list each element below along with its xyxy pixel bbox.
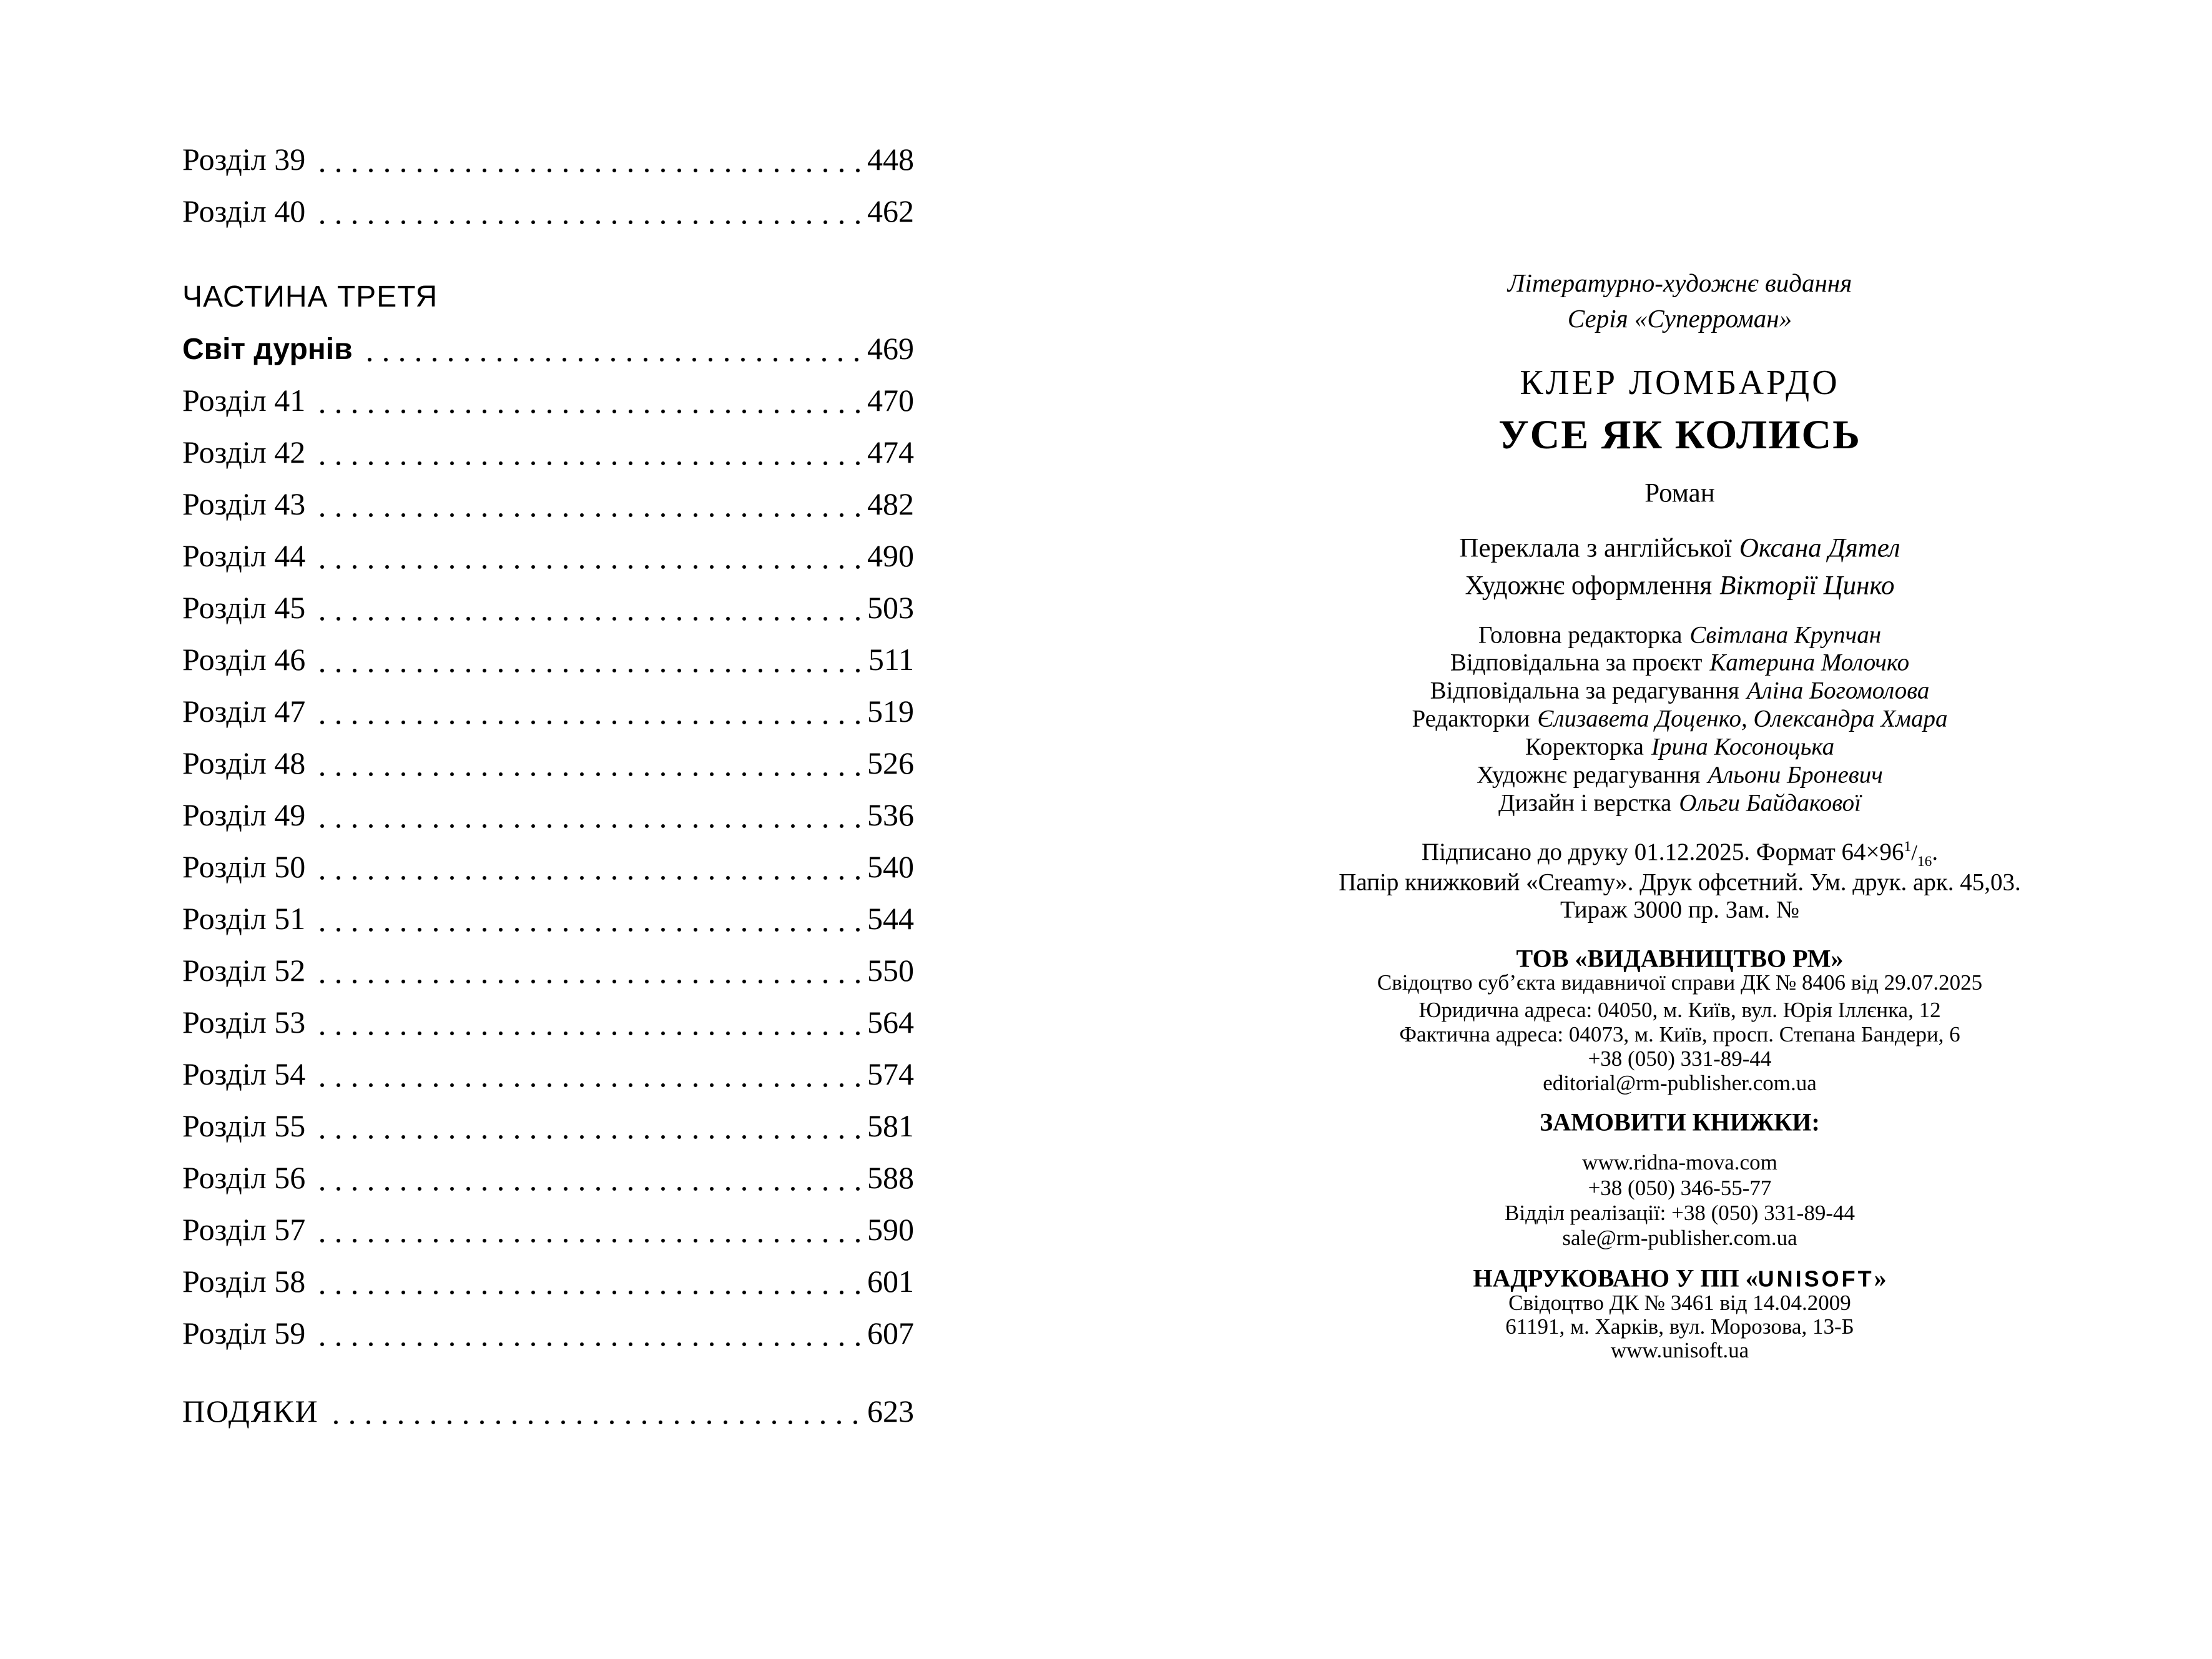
format-denominator: 16 <box>1917 854 1932 870</box>
toc-dot-leader <box>314 927 862 932</box>
toc-row <box>182 634 914 686</box>
toc-entry-label: Розділ 48 <box>182 746 306 780</box>
toc-page-number: 469 <box>867 331 914 366</box>
edition-series-line: Літературно-художнє видання <box>1507 268 1852 297</box>
toc-part-heading <box>182 271 914 323</box>
toc-entry-label: Розділ 46 <box>182 642 306 677</box>
toc-dot-leader <box>314 1290 862 1295</box>
toc-row <box>182 582 914 634</box>
toc-dot-leader <box>314 824 862 829</box>
credit-person-name: Єлизавета Доценко, Олександра Хмара <box>1537 705 1948 732</box>
toc-dot-leader <box>328 1420 862 1425</box>
credit-line <box>1251 789 2109 817</box>
format-prefix: Підписано до друку 01.12.2025. Формат 64×96 <box>1421 839 1904 865</box>
toc-entry-label: ЧАСТИНА ТРЕТЯ <box>182 280 438 313</box>
book-title: УСЕ ЯК КОЛИСЬ <box>1498 412 1861 458</box>
colophon-section-heading: ТОВ «ВИДАВНИЦТВО РМ» <box>1516 944 1844 973</box>
toc-entry-label: Розділ 42 <box>182 435 306 470</box>
toc-page-number: 540 <box>867 849 914 884</box>
toc-page-number: 590 <box>867 1212 914 1247</box>
phone-number: +38 (050) 346-55-77 <box>1588 1176 1772 1200</box>
format-suffix: . <box>1932 839 1939 865</box>
print-format-line <box>1251 838 2109 870</box>
toc-entry-label: Розділ 55 <box>182 1108 306 1143</box>
toc-page-number: 588 <box>867 1160 914 1195</box>
toc-row <box>182 1204 914 1256</box>
toc-row <box>182 323 914 375</box>
publisher-info-line: Фактична адреса: 04073, м. Київ, просп. Степана Бандери, 6 <box>1399 1022 1960 1046</box>
toc-page-number: 581 <box>867 1108 914 1143</box>
toc-page-number: 462 <box>867 194 914 229</box>
toc-entry-label: Розділ 40 <box>182 194 306 229</box>
credit-person-name: Ірина Косоноцька <box>1651 733 1835 761</box>
credit-line <box>1251 533 2109 564</box>
toc-entry-label: Розділ 44 <box>182 538 306 573</box>
toc-page-number: 601 <box>867 1264 914 1299</box>
format-numerator: 1 <box>1904 839 1912 855</box>
toc-row <box>182 375 914 426</box>
credit-role: Коректорка <box>1525 733 1644 761</box>
toc-row <box>182 1386 914 1437</box>
toc-row <box>182 426 914 478</box>
toc-row <box>182 1307 914 1359</box>
toc-row <box>182 1152 914 1204</box>
toc-page-number: 482 <box>867 486 914 521</box>
toc-page-number: 503 <box>867 590 914 625</box>
toc-dot-leader <box>314 1083 862 1088</box>
credit-person-name: Катерина Молочко <box>1709 649 1910 676</box>
toc-row <box>182 686 914 737</box>
toc-page-number: 623 <box>867 1394 914 1429</box>
toc-entry-label: Розділ 41 <box>182 383 306 418</box>
publisher-info-line: Свідоцтво ДК № 3461 від 14.04.2009 <box>1508 1291 1851 1315</box>
toc-entry-label: Розділ 54 <box>182 1056 306 1091</box>
printing-house-brand: UNISOFT <box>1757 1266 1874 1292</box>
format-slash: / <box>1911 840 1917 865</box>
credit-role: Художнє оформлення <box>1465 571 1713 601</box>
toc-page-number: 474 <box>867 435 914 470</box>
url-text: www.ridna-mova.com <box>1582 1150 1777 1174</box>
credit-line <box>1251 705 2109 733</box>
toc-page-number: 564 <box>867 1005 914 1040</box>
credit-role: Головна редакторка <box>1478 621 1683 649</box>
toc-page-number: 511 <box>868 642 914 677</box>
credit-role: Переклала з англійської <box>1459 533 1732 563</box>
publisher-info-line: 61191, м. Харків, вул. Морозова, 13-Б <box>1505 1314 1854 1339</box>
toc-page-number: 448 <box>867 142 914 177</box>
toc-row <box>182 1100 914 1152</box>
toc-dot-leader <box>314 1031 862 1036</box>
toc-dot-leader <box>314 564 862 569</box>
credit-line <box>1251 677 2109 705</box>
credit-role: Дизайн і верстка <box>1498 789 1672 817</box>
colophon-section-heading: ЗАМОВИТИ КНИЖКИ: <box>1540 1108 1820 1136</box>
toc-dot-leader <box>361 357 862 362</box>
toc-dot-leader <box>314 1342 862 1347</box>
printing-house-line <box>1251 1264 2109 1293</box>
toc-dot-leader <box>314 1238 862 1243</box>
toc-entry-label: Розділ 57 <box>182 1212 306 1247</box>
url-text: www.unisoft.ua <box>1610 1338 1749 1362</box>
credit-line <box>1251 621 2109 649</box>
toc-page-number: 544 <box>867 901 914 936</box>
toc-entry-label: Розділ 58 <box>182 1264 306 1299</box>
credit-role: Відповідальна за редагування <box>1430 677 1739 704</box>
toc-row <box>182 1048 914 1100</box>
toc-dot-leader <box>314 616 862 621</box>
credit-role: Редакторки <box>1412 705 1530 732</box>
toc-row <box>182 134 914 185</box>
toc-page-number: 536 <box>867 797 914 832</box>
toc-dot-leader <box>314 409 862 414</box>
credit-role: Відповідальна за проєкт <box>1450 649 1703 676</box>
toc-dot-leader <box>314 720 862 725</box>
toc-dot-leader <box>314 772 862 777</box>
toc-dot-leader <box>314 220 862 225</box>
toc-row <box>182 789 914 841</box>
toc-dot-leader <box>314 1186 862 1191</box>
toc-entry-label: Розділ 43 <box>182 486 306 521</box>
email-text: sale@rm-publisher.com.ua <box>1562 1226 1797 1250</box>
toc-row <box>182 737 914 789</box>
toc-row <box>182 185 914 237</box>
toc-page-number: 550 <box>867 953 914 988</box>
toc-entry-label: Розділ 53 <box>182 1005 306 1040</box>
toc-entry-label: Розділ 52 <box>182 953 306 988</box>
toc-dot-leader <box>314 875 862 880</box>
toc-dot-leader <box>314 461 862 466</box>
toc-entry-label: Розділ 39 <box>182 142 306 177</box>
toc-page-number: 607 <box>867 1316 914 1351</box>
toc-dot-leader <box>314 168 862 173</box>
publisher-info-line: Юридична адреса: 04050, м. Київ, вул. Юрія Іллєнка, 12 <box>1418 998 1941 1022</box>
toc-page-number: 490 <box>867 538 914 573</box>
printed-at-prefix: НАДРУКОВАНО У ПП « <box>1473 1264 1758 1292</box>
edition-series-line: Серія «Суперроман» <box>1567 304 1792 333</box>
toc-row <box>182 945 914 997</box>
toc-row <box>182 893 914 945</box>
toc-entry-label: Розділ 56 <box>182 1160 306 1195</box>
toc-page-number: 519 <box>867 694 914 729</box>
toc-page-number: 470 <box>867 383 914 418</box>
print-info-line: Тираж 3000 пр. Зам. № <box>1560 896 1800 923</box>
toc-row <box>182 530 914 582</box>
toc-entry-label: Розділ 59 <box>182 1316 306 1351</box>
print-info-line: Папір книжковий «Creamy». Друк офсетний. Ум. друк. арк. 45,03. <box>1339 869 2021 896</box>
toc-entry-label: Розділ 49 <box>182 797 306 832</box>
table-of-contents <box>182 134 914 1437</box>
toc-page-number: 574 <box>867 1056 914 1091</box>
toc-dot-leader <box>314 513 862 518</box>
book-author: КЛЕР ЛОМБАРДО <box>1520 363 1840 402</box>
credit-person-name: Альони Броневич <box>1708 761 1883 789</box>
genre-label: Роман <box>1644 478 1715 508</box>
credit-person-name: Аліна Богомолова <box>1746 677 1930 704</box>
credit-line <box>1251 571 2109 601</box>
publisher-info-line: Свідоцтво суб’єкта видавничої справи ДК № 8406 від 29.07.2025 <box>1377 970 1983 995</box>
printed-at-suffix: » <box>1874 1264 1887 1292</box>
toc-row <box>182 1256 914 1307</box>
toc-entry-label: Розділ 50 <box>182 849 306 884</box>
phone-number: +38 (050) 331-89-44 <box>1588 1046 1772 1071</box>
toc-row <box>182 478 914 530</box>
toc-entry-label: Розділ 45 <box>182 590 306 625</box>
credit-line <box>1251 649 2109 677</box>
credit-role: Художнє редагування <box>1477 761 1701 789</box>
toc-dot-leader <box>314 668 863 673</box>
credit-person-name: Ольги Байдакової <box>1679 789 1861 817</box>
phone-number: Відділ реалізації: +38 (050) 331-89-44 <box>1505 1201 1855 1225</box>
toc-entry-label: Світ дурнів <box>182 333 353 366</box>
credit-person-name: Вікторії Цинко <box>1719 571 1895 601</box>
credit-line <box>1251 733 2109 761</box>
credit-person-name: Світлана Крупчан <box>1689 621 1882 649</box>
email-text: editorial@rm-publisher.com.ua <box>1543 1071 1817 1095</box>
toc-row <box>182 841 914 893</box>
toc-page-number: 526 <box>867 746 914 780</box>
toc-entry-label: ПОДЯКИ <box>182 1394 319 1429</box>
toc-entry-label: Розділ 47 <box>182 694 306 729</box>
toc-dot-leader <box>314 979 862 984</box>
toc-entry-label: Розділ 51 <box>182 901 306 936</box>
toc-row <box>182 997 914 1048</box>
credit-line <box>1251 761 2109 789</box>
toc-dot-leader <box>314 1135 862 1140</box>
credit-person-name: Оксана Дятел <box>1739 533 1900 563</box>
